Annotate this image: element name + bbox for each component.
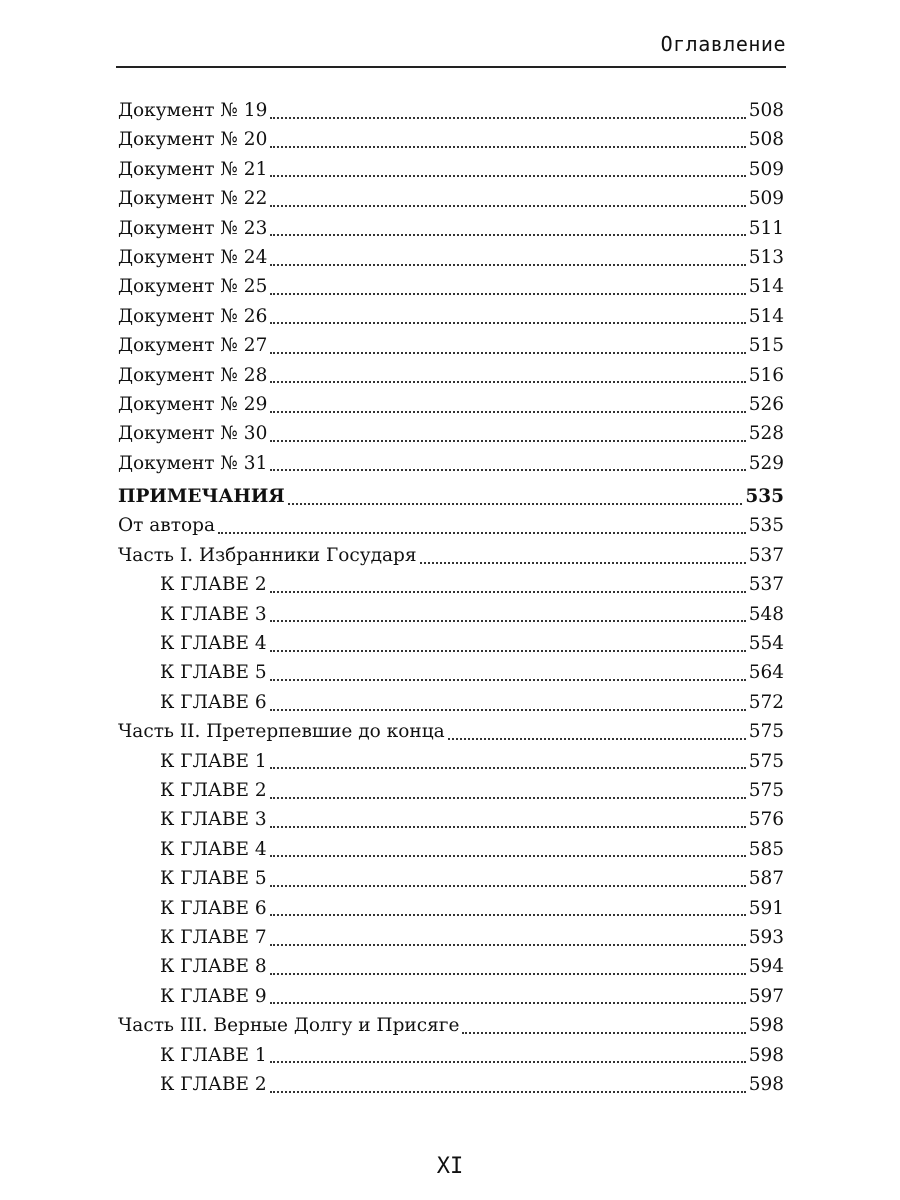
dot-leader bbox=[270, 322, 745, 324]
toc-entry-label: Часть I. Избранники Государя bbox=[118, 544, 417, 566]
toc-entry-label: К ГЛАВЕ 8 bbox=[160, 956, 267, 978]
dot-leader bbox=[270, 679, 746, 681]
toc-entry[interactable] bbox=[118, 1011, 784, 1040]
toc-entry-page: 529 bbox=[748, 452, 784, 474]
toc-entry-label: Документ № 31 bbox=[118, 452, 268, 474]
toc-entry[interactable] bbox=[118, 570, 784, 599]
toc-entry-label: К ГЛАВЕ 1 bbox=[160, 750, 267, 772]
dot-leader bbox=[270, 293, 745, 295]
dot-leader bbox=[270, 352, 745, 354]
toc-entry-page: 508 bbox=[748, 100, 784, 121]
toc-entry-label: Часть II. Претерпевшие до конца bbox=[118, 721, 445, 743]
toc-entry-page: 572 bbox=[748, 691, 784, 713]
toc-entry[interactable] bbox=[118, 272, 784, 301]
toc-entry-label: Документ № 24 bbox=[118, 246, 268, 268]
dot-leader bbox=[270, 146, 745, 148]
dot-leader bbox=[448, 738, 746, 740]
toc-entry[interactable] bbox=[118, 747, 784, 776]
toc-entry-page: 576 bbox=[748, 809, 784, 831]
toc-entry-page: 511 bbox=[748, 217, 784, 239]
dot-leader bbox=[270, 797, 746, 799]
toc-entry[interactable] bbox=[118, 541, 784, 570]
toc-entry-page: 585 bbox=[748, 838, 784, 860]
toc-entry[interactable] bbox=[118, 982, 784, 1011]
toc-entry-label: Документ № 28 bbox=[118, 364, 268, 386]
dot-leader bbox=[270, 650, 746, 652]
toc-entry[interactable] bbox=[118, 805, 784, 834]
toc-entry[interactable] bbox=[118, 449, 784, 478]
toc-entry[interactable] bbox=[118, 923, 784, 952]
toc-entry-page: 513 bbox=[748, 246, 784, 268]
toc-entry-label: Документ № 20 bbox=[118, 129, 268, 151]
dot-leader bbox=[270, 767, 746, 769]
dot-leader bbox=[270, 234, 745, 236]
running-header: Оглавление bbox=[660, 32, 786, 56]
toc-entry-label: К ГЛАВЕ 2 bbox=[160, 1073, 267, 1095]
toc-entry[interactable] bbox=[118, 511, 784, 540]
toc-entry-label: Документ № 21 bbox=[118, 158, 268, 180]
toc-entry[interactable] bbox=[118, 952, 784, 981]
toc-entry[interactable] bbox=[118, 331, 784, 360]
page-number: XI bbox=[436, 1154, 464, 1179]
toc-entry[interactable] bbox=[118, 864, 784, 893]
dot-leader bbox=[270, 855, 746, 857]
toc-entry-page: 537 bbox=[748, 574, 784, 596]
toc-entry-page: 598 bbox=[748, 1073, 784, 1095]
toc-entry-label: Документ № 19 bbox=[118, 100, 268, 121]
toc-entry-page: 564 bbox=[748, 662, 784, 684]
toc-entry-label: Часть III. Верные Долгу и Присяге bbox=[118, 1015, 460, 1037]
toc-entry-label: К ГЛАВЕ 7 bbox=[160, 926, 267, 948]
toc-entry-page: 526 bbox=[748, 393, 784, 415]
toc-entry[interactable] bbox=[118, 894, 784, 923]
toc-entry[interactable] bbox=[118, 419, 784, 448]
dot-leader bbox=[270, 826, 746, 828]
toc-entry-page: 515 bbox=[748, 335, 784, 357]
dot-leader bbox=[270, 885, 746, 887]
toc-entry-page: 508 bbox=[748, 129, 784, 151]
dot-leader bbox=[270, 1002, 746, 1004]
dot-leader bbox=[420, 562, 746, 564]
toc-entry-page: 594 bbox=[748, 956, 784, 978]
toc-entry-label: К ГЛАВЕ 2 bbox=[160, 779, 267, 801]
dot-leader bbox=[270, 1091, 746, 1093]
toc-entry-page: 598 bbox=[748, 1044, 784, 1066]
toc-entry[interactable] bbox=[118, 184, 784, 213]
toc-entry-page: 554 bbox=[748, 633, 784, 655]
dot-leader bbox=[462, 1032, 745, 1034]
toc-entry-label: К ГЛАВЕ 3 bbox=[160, 809, 267, 831]
header-rule bbox=[116, 66, 786, 68]
toc-entry-label: К ГЛАВЕ 5 bbox=[160, 868, 267, 890]
toc-entry[interactable] bbox=[118, 1070, 784, 1099]
dot-leader bbox=[270, 264, 745, 266]
toc-entry[interactable] bbox=[118, 658, 784, 687]
dot-leader bbox=[288, 503, 743, 505]
dot-leader bbox=[270, 411, 745, 413]
dot-leader bbox=[270, 175, 745, 177]
toc-entry-label: ПРИМЕЧАНИЯ bbox=[118, 486, 285, 508]
toc-entry-label: К ГЛАВЕ 4 bbox=[160, 633, 267, 655]
toc-entry[interactable] bbox=[118, 629, 784, 658]
dot-leader bbox=[270, 944, 746, 946]
toc-entry-label: К ГЛАВЕ 6 bbox=[160, 897, 267, 919]
toc-entry[interactable] bbox=[118, 600, 784, 629]
toc-entry-label: Документ № 30 bbox=[118, 423, 268, 445]
toc-entry-page: 591 bbox=[748, 897, 784, 919]
toc-entry-page: 516 bbox=[748, 364, 784, 386]
toc-entry-label: К ГЛАВЕ 9 bbox=[160, 985, 267, 1007]
toc-entry-label: К ГЛАВЕ 4 bbox=[160, 838, 267, 860]
toc-entry-label: К ГЛАВЕ 1 bbox=[160, 1044, 267, 1066]
toc-entry[interactable] bbox=[118, 717, 784, 746]
toc-entry-page: 598 bbox=[748, 1015, 784, 1037]
toc-entry-label: От автора bbox=[118, 515, 215, 537]
toc-entry-label: К ГЛАВЕ 5 bbox=[160, 662, 267, 684]
dot-leader bbox=[218, 532, 746, 534]
toc-entry-page: 597 bbox=[748, 985, 784, 1007]
toc-entry-page: 593 bbox=[748, 926, 784, 948]
toc-entry-label: К ГЛАВЕ 3 bbox=[160, 603, 267, 625]
toc-entry[interactable] bbox=[118, 1041, 784, 1070]
toc-entry[interactable] bbox=[118, 302, 784, 331]
toc-entry[interactable] bbox=[118, 96, 784, 125]
toc-entry[interactable] bbox=[118, 776, 784, 805]
toc-entry-page: 535 bbox=[748, 515, 784, 537]
dot-leader bbox=[270, 914, 746, 916]
toc-entry-page: 514 bbox=[748, 276, 784, 298]
toc-entry-page: 509 bbox=[748, 188, 784, 210]
toc-entry-page: 575 bbox=[748, 779, 784, 801]
toc-entry[interactable] bbox=[118, 361, 784, 390]
toc-entry-page: 535 bbox=[745, 486, 784, 508]
toc-entry[interactable] bbox=[118, 243, 784, 272]
dot-leader bbox=[270, 709, 746, 711]
toc-entry-page: 514 bbox=[748, 305, 784, 327]
toc-entry[interactable] bbox=[118, 390, 784, 419]
toc-entry-label: Документ № 22 bbox=[118, 188, 268, 210]
toc-entry-page: 509 bbox=[748, 158, 784, 180]
dot-leader bbox=[270, 973, 746, 975]
toc-entry[interactable] bbox=[118, 155, 784, 184]
toc-entry-label: К ГЛАВЕ 2 bbox=[160, 574, 267, 596]
dot-leader bbox=[270, 440, 745, 442]
toc-entry[interactable] bbox=[118, 214, 784, 243]
table-of-contents bbox=[118, 96, 784, 1099]
toc-entry[interactable] bbox=[118, 125, 784, 154]
toc-entry-label: Документ № 26 bbox=[118, 305, 268, 327]
toc-entry-page: 575 bbox=[748, 750, 784, 772]
dot-leader bbox=[270, 1061, 746, 1063]
toc-entry-label: Документ № 27 bbox=[118, 335, 268, 357]
toc-entry-page: 587 bbox=[748, 868, 784, 890]
toc-entry-label: К ГЛАВЕ 6 bbox=[160, 691, 267, 713]
toc-entry[interactable] bbox=[118, 688, 784, 717]
toc-entry[interactable] bbox=[118, 835, 784, 864]
toc-entry-label: Документ № 29 bbox=[118, 393, 268, 415]
toc-entry-page: 548 bbox=[748, 603, 784, 625]
dot-leader bbox=[270, 117, 745, 119]
dot-leader bbox=[270, 591, 746, 593]
dot-leader bbox=[270, 469, 745, 471]
toc-entry-label: Документ № 23 bbox=[118, 217, 268, 239]
dot-leader bbox=[270, 205, 745, 207]
toc-entry-page: 537 bbox=[748, 544, 784, 566]
dot-leader bbox=[270, 381, 745, 383]
toc-entry-label: Документ № 25 bbox=[118, 276, 268, 298]
toc-entry[interactable] bbox=[118, 482, 784, 511]
toc-entry-page: 528 bbox=[748, 423, 784, 445]
toc-entry-page: 575 bbox=[748, 721, 784, 743]
dot-leader bbox=[270, 620, 746, 622]
